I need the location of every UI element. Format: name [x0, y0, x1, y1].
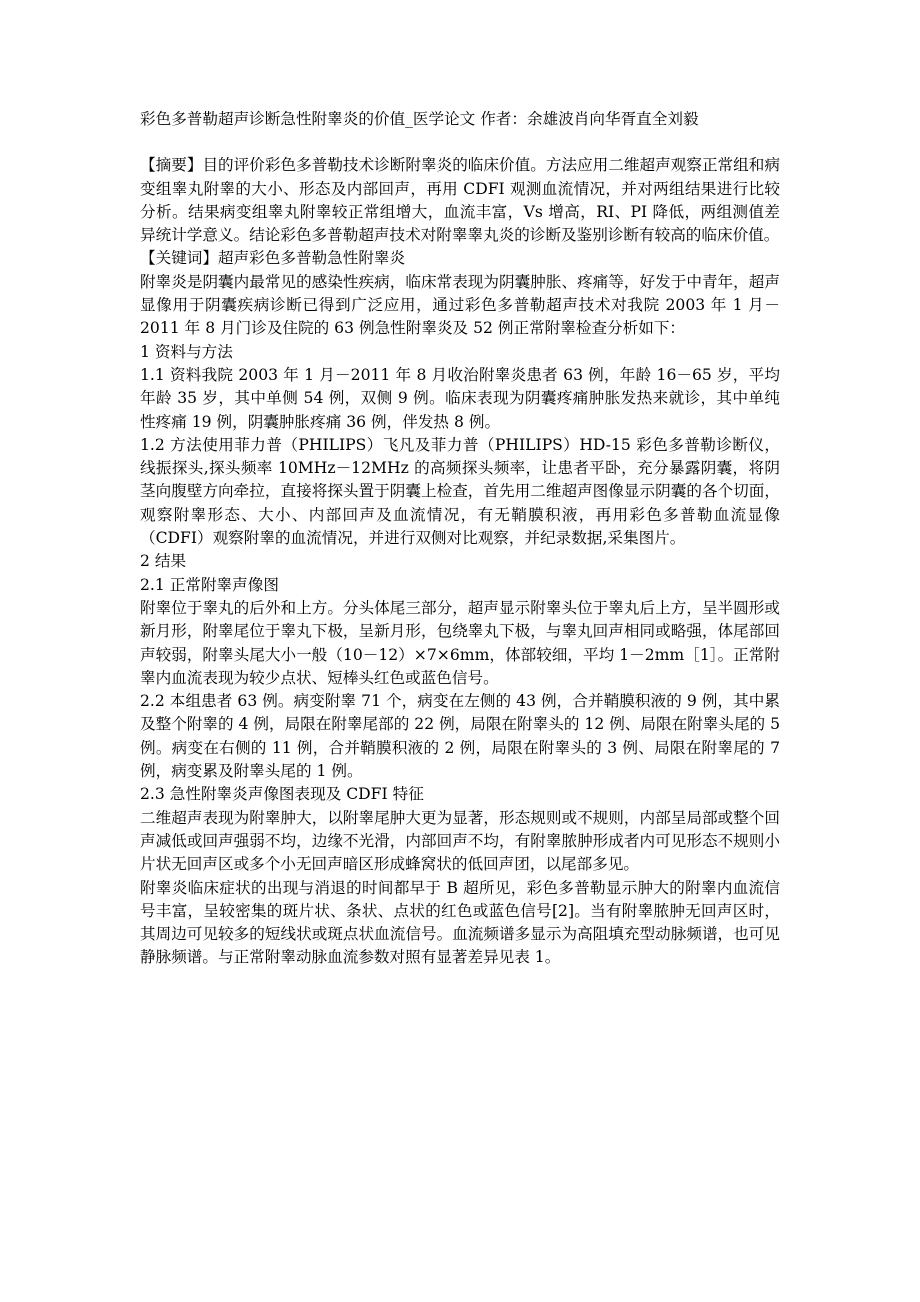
subheading-cdfi-features: 2.3 急性附睾炎声像图表现及 CDFI 特征 [140, 785, 424, 804]
document-title: 彩色多普勒超声诊断急性附睾炎的价值_医学论文 作者：余雄波肖向华胥直全刘毅 [140, 110, 699, 128]
materials-paragraph: 1.1 资料我院 2003 年 1 月－2011 年 8 月收治附睾炎患者 63 例，年龄 16－65 岁，平均年龄 35 岁，其中单侧 54 例，双侧 9 例。临床表现为阴囊疼痛肿胀发热来就诊，其中单纯性疼痛 19 例，阴囊肿胀疼痛 36 例，伴发热 8 例。 [140, 365, 780, 431]
normal-epididymis-paragraph: 附睾位于睾丸的后外和上方。分头体尾三部分，超声显示附睾头位于睾丸后上方，呈半圆形或新月形，附睾尾位于睾丸下极，呈新月形，包绕睾丸下极，与睾丸回声相同或略强，体尾部回声较弱，附睾头尾大小一般（10－12）×7×6mm，体部较细，平均 1－2mm［1］。正常附睾内血流表现为较少点状、短棒头红色或蓝色信号。 [140, 598, 780, 687]
spacer [140, 131, 780, 154]
ultrasound-findings-paragraph: 二维超声表现为附睾肿大，以附睾尾肿大更为显著，形态规则或不规则，内部呈局部或整个回声减低或回声强弱不均，边缘不光滑，内部回声不均，有附睾脓肿形成者内可见形态不规则小片状无回声区或多个小无回声暗区形成蜂窝状的低回声团，以尾部多见。 [140, 808, 780, 874]
abstract-paragraph: 【摘要】目的评价彩色多普勒技术诊断附睾炎的临床价值。方法应用二维超声观察正常组和病变组睾丸附睾的大小、形态及内部回声，再用 CDFI 观测血流情况，并对两组结果进行比较分析。结果病变组睾丸附睾较正常组增大，血流丰富，Vs 增高，RI、PI 降低，两组测值差异统计学意义。结论彩色多普勒超声技术对附睾睾丸炎的诊断及鉴别诊断有较高的临床价值。 [140, 156, 780, 245]
section-heading-results: 2 结果 [140, 552, 187, 571]
keywords-paragraph: 【关键词】超声彩色多普勒急性附睾炎 [140, 249, 406, 268]
document-page [140, 108, 780, 970]
methods-paragraph: 1.2 方法使用菲力普（PHILIPS）飞凡及菲力普（PHILIPS）HD-15 彩色多普勒诊断仪，线振探头,探头频率 10MHz－12MHz 的高频探头频率，让患者平卧，充分暴露阴囊，将阴茎向腹壁方向牵拉，直接将探头置于阴囊上检查，首先用二维超声图像显示阴囊的各个切面，观察附睾形态、大小、内部回声及血流情况，有无鞘膜积液，再用彩色多普勒血流显像（CDFI）观察附睾的血流情况，并进行双侧对比观察，并纪录数据,采集图片。 [140, 435, 780, 548]
intro-paragraph: 附睾炎是阴囊内最常见的感染性疾病，临床常表现为阴囊肿胀、疼痛等，好发于中青年，超声显像用于阴囊疾病诊断已得到广泛应用，通过彩色多普勒超声技术对我院 2003 年 1 月－2011 年 8 月门诊及住院的 63 例急性附睾炎及 52 例正常附睾检查分析如下： [140, 272, 780, 338]
patients-paragraph: 2.2 本组患者 63 例。病变附睾 71 个，病变在左侧的 43 例，合并鞘膜积液的 9 例，其中累及整个附睾的 4 例，局限在附睾尾部的 22 例，局限在附睾头的 12 例、局限在附睾头尾的 5 例。病变在右侧的 11 例，合并鞘膜积液的 2 例，局限在附睾头的 3 例、局限在附睾尾的 7 例，病变累及附睾头尾的 1 例。 [140, 692, 781, 781]
subheading-normal-epididymis: 2.1 正常附睾声像图 [140, 575, 279, 594]
section-heading-methods: 1 资料与方法 [140, 342, 233, 361]
doppler-findings-paragraph: 附睾炎临床症状的出现与消退的时间都早于 B 超所见，彩色多普勒显示肿大的附睾内血流信号丰富，呈较密集的斑片状、条状、点状的红色或蓝色信号[2]。当有附睾脓肿无回声区时，其周边可见较多的短线状或斑点状血流信号。血流频谱多显示为高阻填充型动脉频谱，也可见静脉频谱。与正常附睾动脉血流参数对照有显著差异见表 1。 [140, 878, 780, 967]
